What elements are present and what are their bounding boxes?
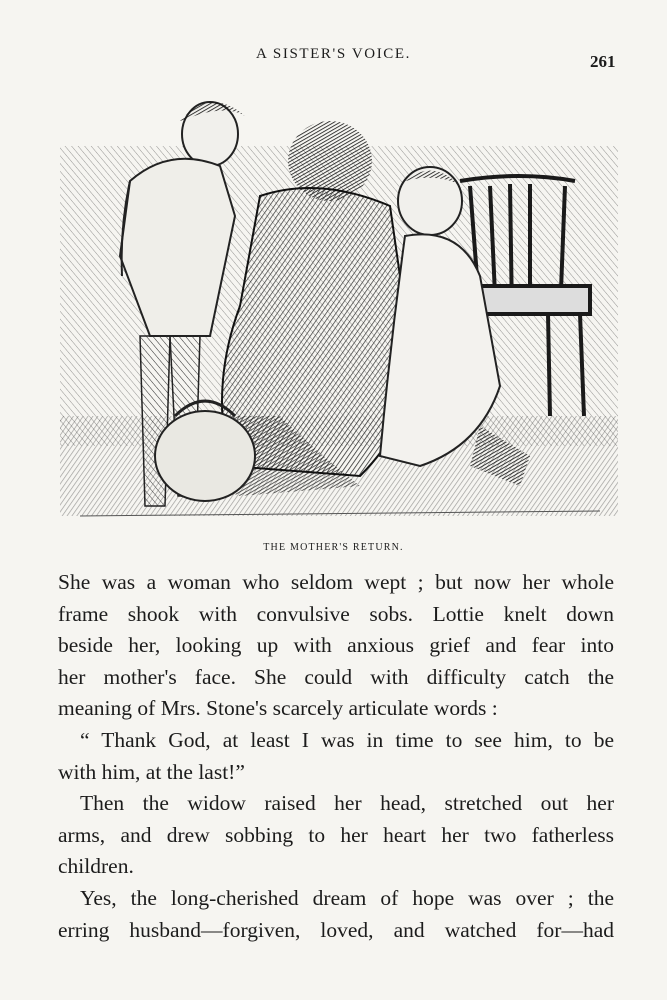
text-line: erring husband—forgiven, loved, and watched for—had xyxy=(58,917,614,942)
illustration-caption: THE MOTHER'S RETURN. xyxy=(263,542,404,553)
body-text xyxy=(58,567,614,946)
text-line: arms, and drew sobbing to her heart her two fatherless xyxy=(58,822,614,847)
text-line: meaning of Mrs. Stone's scarcely articulate words : xyxy=(58,696,498,721)
engraving-illustration xyxy=(60,86,618,526)
text-line: Then the widow raised her head, stretched out her xyxy=(80,791,614,816)
page-number: 261 xyxy=(590,52,616,71)
text-line: with him, at the last!” xyxy=(58,759,245,784)
text-line: She was a woman who seldom wept ; but now her whole xyxy=(58,570,614,594)
text-line: Yes, the long-cherished dream of hope was over ; the xyxy=(80,885,614,910)
text-line: beside her, looking up with anxious grief and fear into xyxy=(58,633,614,658)
text-line: “ Thank God, at least I was in time to see him, to be xyxy=(80,727,614,752)
text-line: children. xyxy=(58,854,134,879)
text-line: frame shook with convulsive sobs. Lottie knelt down xyxy=(58,601,614,626)
text-line: her mother's face. She could with difficulty catch the xyxy=(58,664,614,689)
running-title: A SISTER'S VOICE. xyxy=(255,46,412,62)
